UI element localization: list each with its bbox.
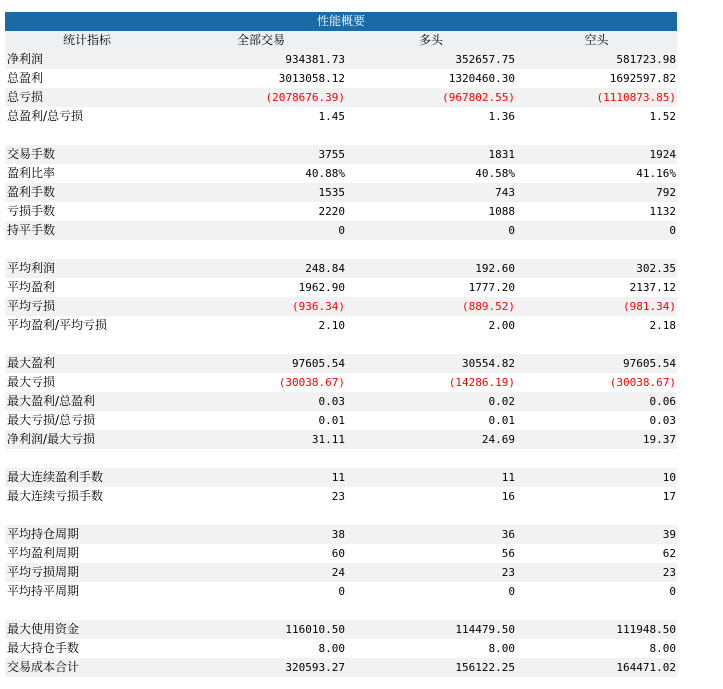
table-row	[5, 88, 677, 107]
row-label: 净利润	[7, 52, 44, 66]
table-row	[5, 164, 677, 183]
header-metric: 统计指标	[63, 33, 112, 47]
group-spacer	[5, 335, 677, 354]
row-label: 平均盈利周期	[7, 546, 80, 560]
group-spacer	[5, 126, 677, 145]
row-label: 平均盈利	[7, 280, 56, 294]
cell-long: 36	[501, 528, 515, 541]
row-label: 交易成本合计	[7, 660, 80, 674]
cell-all-trades: 8.00	[318, 642, 345, 655]
table-row	[5, 69, 677, 88]
cell-short: 2137.12	[629, 281, 676, 294]
header-all-trades: 全部交易	[236, 33, 285, 47]
cell-short: 23	[662, 566, 676, 579]
cell-long: 0.02	[488, 395, 515, 408]
cell-short: 0.03	[649, 414, 676, 427]
cell-long: 743	[495, 186, 515, 199]
cell-short: 62	[662, 547, 676, 560]
table-row	[5, 430, 677, 449]
row-label: 最大使用资金	[7, 622, 80, 636]
cell-all-trades: 3013058.12	[278, 72, 345, 85]
group-spacer	[5, 601, 677, 620]
cell-long: 8.00	[488, 642, 515, 655]
table-title: 性能概要	[5, 12, 677, 31]
table-row	[5, 354, 677, 373]
table-row	[5, 487, 677, 506]
table-row	[5, 468, 677, 487]
cell-long: 2.00	[488, 319, 515, 332]
group-spacer	[5, 240, 677, 259]
row-label: 盈利比率	[7, 166, 56, 180]
cell-short: 1.52	[649, 110, 676, 123]
table-row	[5, 221, 677, 240]
row-label: 平均亏损周期	[7, 565, 80, 579]
cell-all-trades: 23	[331, 490, 345, 503]
row-label: 最大连续亏损手数	[7, 489, 104, 503]
cell-long: 0.01	[488, 414, 515, 427]
cell-all-trades: 3755	[318, 148, 345, 161]
cell-long: (967802.55)	[442, 91, 515, 104]
row-label: 平均利润	[7, 261, 56, 275]
table-row	[5, 525, 677, 544]
cell-short: 1924	[649, 148, 676, 161]
row-label: 盈利手数	[7, 185, 56, 199]
table-row	[5, 202, 677, 221]
cell-all-trades: 0	[338, 224, 345, 237]
row-label: 持平手数	[7, 223, 56, 237]
row-label: 亏损手数	[7, 204, 56, 218]
cell-long: 192.60	[475, 262, 515, 275]
table-header-row	[5, 31, 677, 50]
cell-long: 0	[508, 585, 515, 598]
cell-all-trades: 934381.73	[285, 53, 345, 66]
cell-all-trades: 1.45	[318, 110, 345, 123]
cell-short: (30038.67)	[609, 376, 676, 389]
table-row	[5, 145, 677, 164]
cell-all-trades: 24	[331, 566, 345, 579]
row-label: 最大连续盈利手数	[7, 470, 104, 484]
table-row	[5, 107, 677, 126]
table-row	[5, 411, 677, 430]
table-body	[5, 50, 677, 677]
cell-all-trades: 248.84	[305, 262, 345, 275]
cell-long: (889.52)	[462, 300, 515, 313]
cell-short: 8.00	[649, 642, 676, 655]
cell-long: 352657.75	[455, 53, 515, 66]
cell-long: 23	[501, 566, 515, 579]
cell-short: 97605.54	[623, 357, 676, 370]
table-row	[5, 582, 677, 601]
table-row	[5, 563, 677, 582]
cell-all-trades: 2220	[318, 205, 345, 218]
cell-all-trades: 97605.54	[292, 357, 345, 370]
cell-all-trades: 0	[338, 585, 345, 598]
cell-short: 39	[662, 528, 676, 541]
cell-long: 1831	[488, 148, 515, 161]
cell-short: 302.35	[636, 262, 676, 275]
cell-short: 0	[669, 585, 676, 598]
table-row	[5, 278, 677, 297]
table-row	[5, 544, 677, 563]
group-spacer	[5, 506, 677, 525]
cell-all-trades: 31.11	[311, 433, 345, 446]
cell-long: 1777.20	[468, 281, 515, 294]
cell-short: 10	[662, 471, 676, 484]
cell-short: 1132	[649, 205, 676, 218]
cell-short: 164471.02	[616, 661, 676, 674]
cell-all-trades: 38	[331, 528, 345, 541]
cell-short: 1692597.82	[609, 72, 676, 85]
cell-all-trades: 40.88%	[305, 167, 345, 180]
table-row	[5, 639, 677, 658]
table-row	[5, 373, 677, 392]
row-label: 平均持平周期	[7, 584, 80, 598]
cell-all-trades: 11	[331, 471, 345, 484]
cell-all-trades: (30038.67)	[278, 376, 345, 389]
table-row	[5, 259, 677, 278]
table-row	[5, 183, 677, 202]
cell-long: 24.69	[481, 433, 515, 446]
row-label: 总盈利	[7, 71, 44, 85]
cell-short: 41.16%	[636, 167, 676, 180]
row-label: 平均持仓周期	[7, 527, 80, 541]
cell-short: 581723.98	[616, 53, 676, 66]
cell-short: 0.06	[649, 395, 676, 408]
row-label: 最大盈利	[7, 356, 56, 370]
cell-long: 1.36	[488, 110, 515, 123]
row-label: 平均亏损	[7, 299, 56, 313]
cell-long: 16	[501, 490, 515, 503]
row-label: 最大亏损	[7, 375, 56, 389]
cell-short: 2.18	[649, 319, 676, 332]
cell-all-trades: (936.34)	[292, 300, 345, 313]
cell-all-trades: 60	[331, 547, 345, 560]
cell-short: (1110873.85)	[596, 91, 676, 104]
cell-short: 17	[662, 490, 676, 503]
cell-all-trades: 1535	[318, 186, 345, 199]
cell-long: 40.58%	[475, 167, 515, 180]
cell-all-trades: 0.03	[318, 395, 345, 408]
row-label: 最大亏损/总亏损	[7, 413, 96, 427]
cell-long: 156122.25	[455, 661, 515, 674]
performance-summary-table	[5, 12, 677, 677]
table-row	[5, 297, 677, 316]
row-label: 最大持仓手数	[7, 641, 80, 655]
table-row	[5, 658, 677, 677]
row-label: 交易手数	[7, 147, 56, 161]
row-label: 总亏损	[7, 90, 44, 104]
cell-long: 56	[501, 547, 515, 560]
cell-all-trades: 116010.50	[285, 623, 345, 636]
cell-long: 11	[501, 471, 515, 484]
table-row	[5, 316, 677, 335]
header-short: 空头	[584, 33, 609, 47]
header-long: 多头	[418, 33, 443, 47]
cell-short: 0	[669, 224, 676, 237]
cell-short: 792	[656, 186, 676, 199]
cell-short: (981.34)	[623, 300, 676, 313]
cell-short: 111948.50	[616, 623, 676, 636]
table-row	[5, 620, 677, 639]
table-row	[5, 392, 677, 411]
cell-long: (14286.19)	[448, 376, 515, 389]
group-spacer	[5, 449, 677, 468]
cell-all-trades: 0.01	[318, 414, 345, 427]
cell-long: 0	[508, 224, 515, 237]
cell-all-trades: 320593.27	[285, 661, 345, 674]
cell-long: 30554.82	[462, 357, 515, 370]
cell-all-trades: (2078676.39)	[265, 91, 345, 104]
cell-long: 1088	[488, 205, 515, 218]
row-label: 最大盈利/总盈利	[7, 394, 96, 408]
cell-long: 114479.50	[455, 623, 515, 636]
cell-all-trades: 1962.90	[298, 281, 345, 294]
cell-all-trades: 2.10	[318, 319, 345, 332]
row-label: 总盈利/总亏损	[7, 109, 84, 123]
table-row	[5, 50, 677, 69]
cell-long: 1320460.30	[448, 72, 515, 85]
row-label: 平均盈利/平均亏损	[7, 318, 108, 332]
row-label: 净利润/最大亏损	[7, 432, 96, 446]
cell-short: 19.37	[642, 433, 676, 446]
